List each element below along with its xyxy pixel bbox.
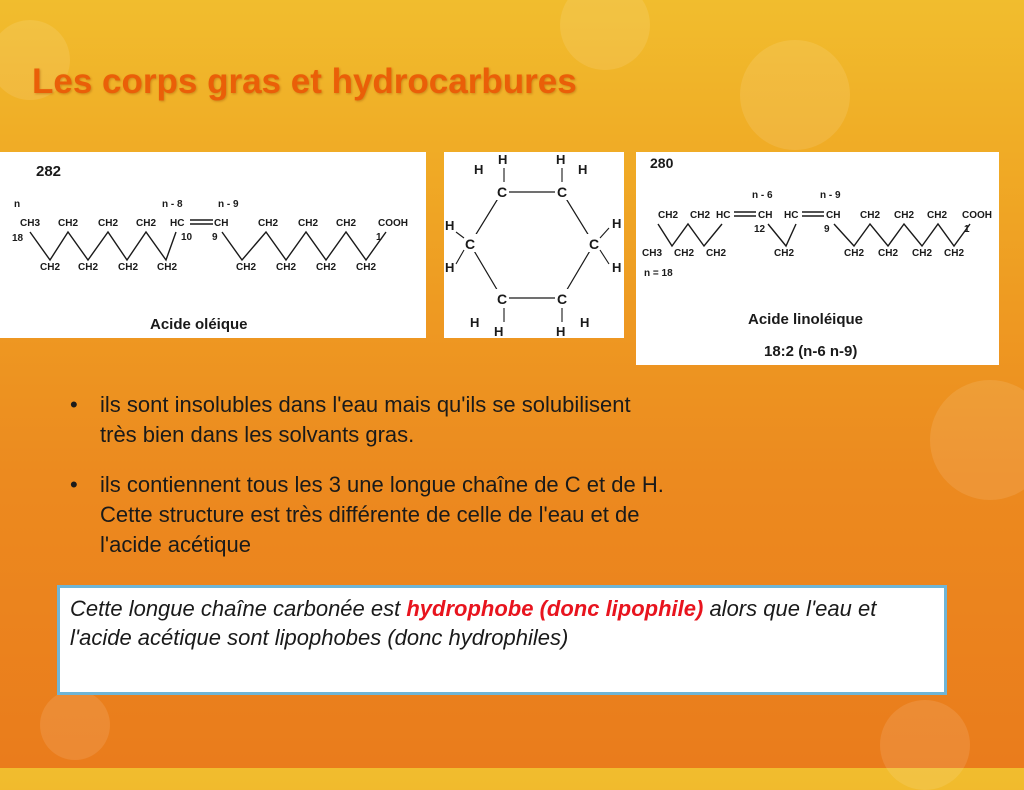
linoleic-ch2: CH2 bbox=[860, 210, 881, 221]
linoleic-cooh: COOH bbox=[962, 210, 992, 221]
hydrogen-atom: H bbox=[498, 152, 508, 167]
oleic-ch3: CH3 bbox=[20, 218, 41, 229]
bullet-text-line: ils sont insolubles dans l'eau mais qu'ils se solubilisent bbox=[100, 392, 631, 417]
background-flower bbox=[880, 700, 970, 790]
oleic-n-label: n bbox=[14, 199, 21, 210]
linoleic-ch2: CH2 bbox=[674, 248, 695, 259]
bullet-text-line: l'acide acétique bbox=[100, 532, 251, 557]
oleic-ch2: CH2 bbox=[157, 262, 178, 273]
hydrogen-atom: H bbox=[494, 324, 504, 338]
oleic-ch2: CH2 bbox=[236, 262, 257, 273]
carbon-atom: C bbox=[465, 236, 476, 252]
slide-title: Les corps gras et hydrocarbures bbox=[32, 62, 577, 101]
hydrogen-atom: H bbox=[474, 162, 484, 177]
oleic-ch2: CH2 bbox=[258, 218, 279, 229]
linoleic-ch3: CH3 bbox=[642, 248, 663, 259]
linoleic-ch2: CH2 bbox=[894, 210, 915, 221]
hydrogen-atom: H bbox=[556, 324, 566, 338]
linoleic-ch: CH bbox=[826, 210, 841, 221]
carbon-atom: C bbox=[497, 184, 508, 200]
cyclohexane-panel bbox=[444, 152, 624, 338]
callout-text: alors que l'eau et l'acide acétique sont lipophobes (donc hydrophiles) bbox=[70, 596, 877, 650]
linoleic-ch2: CH2 bbox=[690, 210, 711, 221]
hydrogen-atom: H bbox=[470, 315, 480, 330]
oleic-pos18: 18 bbox=[12, 233, 24, 244]
hydrogen-atom: H bbox=[445, 260, 455, 275]
linoleic-ch2: CH2 bbox=[844, 248, 865, 259]
linoleic-ch2: CH2 bbox=[774, 248, 795, 259]
oleic-pos1: 1 bbox=[376, 232, 382, 243]
oleic-pos10: 10 bbox=[181, 232, 193, 243]
linoleic-acid-structure bbox=[636, 152, 999, 365]
linoleic-n9-label: n - 9 bbox=[820, 190, 841, 201]
oleic-ch2: CH2 bbox=[356, 262, 377, 273]
carbon-atom: C bbox=[557, 291, 568, 307]
linoleic-ch2: CH2 bbox=[927, 210, 948, 221]
callout-text: Cette longue chaîne carbonée est bbox=[70, 596, 407, 621]
cyclohexane-structure bbox=[444, 152, 624, 338]
oleic-ch2: CH2 bbox=[336, 218, 357, 229]
background-flower bbox=[560, 0, 650, 70]
oleic-name: Acide oléique bbox=[150, 316, 248, 333]
oleic-ch2: CH2 bbox=[276, 262, 297, 273]
oleic-acid-panel bbox=[0, 152, 426, 338]
oleic-hc: HC bbox=[170, 218, 185, 229]
oleic-n8-label: n - 8 bbox=[162, 199, 183, 210]
bullet-item bbox=[70, 470, 890, 560]
oleic-mass: 282 bbox=[36, 163, 62, 180]
callout-highlight: hydrophobe (donc lipophile) bbox=[406, 596, 704, 621]
oleic-ch2: CH2 bbox=[316, 262, 337, 273]
carbon-atom: C bbox=[589, 236, 600, 252]
linoleic-mass: 280 bbox=[650, 155, 674, 171]
bullet-marker: • bbox=[70, 392, 78, 417]
linoleic-pos1: 1 bbox=[964, 224, 970, 235]
linoleic-name: Acide linoléique bbox=[748, 311, 864, 328]
oleic-ch: CH bbox=[214, 218, 229, 229]
background-flower bbox=[930, 380, 1024, 500]
hydrogen-atom: H bbox=[578, 162, 588, 177]
linoleic-acid-panel bbox=[636, 152, 999, 365]
carbon-atom: C bbox=[497, 291, 508, 307]
hydrogen-atom: H bbox=[612, 260, 622, 275]
linoleic-ch2: CH2 bbox=[944, 248, 965, 259]
bullet-text-line: Cette structure est très différente de celle de l'eau et de bbox=[100, 502, 640, 527]
carbon-atom: C bbox=[557, 184, 568, 200]
oleic-ch2: CH2 bbox=[78, 262, 99, 273]
linoleic-pos9: 9 bbox=[824, 224, 830, 235]
oleic-ch2: CH2 bbox=[118, 262, 139, 273]
bullet-text-line: très bien dans les solvants gras. bbox=[100, 422, 415, 447]
linoleic-ch2: CH2 bbox=[658, 210, 679, 221]
linoleic-ch: CH bbox=[758, 210, 773, 221]
hydrogen-atom: H bbox=[580, 315, 590, 330]
bullet-text-line: ils contiennent tous les 3 une longue chaîne de C et de H. bbox=[100, 472, 664, 497]
linoleic-formula: 18:2 (n-6 n-9) bbox=[764, 343, 858, 360]
bullet-marker: • bbox=[70, 472, 78, 497]
hydrogen-atom: H bbox=[612, 216, 622, 231]
oleic-pos9: 9 bbox=[212, 232, 218, 243]
oleic-ch2: CH2 bbox=[136, 218, 157, 229]
conclusion-callout bbox=[57, 585, 947, 695]
oleic-acid-structure bbox=[0, 152, 426, 338]
bullet-list bbox=[70, 390, 890, 580]
linoleic-ch2: CH2 bbox=[878, 248, 899, 259]
oleic-ch2: CH2 bbox=[58, 218, 79, 229]
background-flower bbox=[40, 690, 110, 760]
linoleic-pos12: 12 bbox=[754, 224, 766, 235]
hydrogen-atom: H bbox=[556, 152, 566, 167]
bullet-item bbox=[70, 390, 890, 450]
hydrogen-atom: H bbox=[445, 218, 455, 233]
linoleic-n18-label: n = 18 bbox=[644, 268, 673, 279]
linoleic-ch2: CH2 bbox=[706, 248, 727, 259]
oleic-ch2: CH2 bbox=[40, 262, 61, 273]
background-flower bbox=[740, 40, 850, 150]
oleic-ch2: CH2 bbox=[98, 218, 119, 229]
linoleic-n6-label: n - 6 bbox=[752, 190, 773, 201]
oleic-ch2: CH2 bbox=[298, 218, 319, 229]
linoleic-hc: HC bbox=[716, 210, 731, 221]
linoleic-hc: HC bbox=[784, 210, 799, 221]
oleic-cooh: COOH bbox=[378, 218, 408, 229]
linoleic-ch2: CH2 bbox=[912, 248, 933, 259]
oleic-n9-label: n - 9 bbox=[218, 199, 239, 210]
